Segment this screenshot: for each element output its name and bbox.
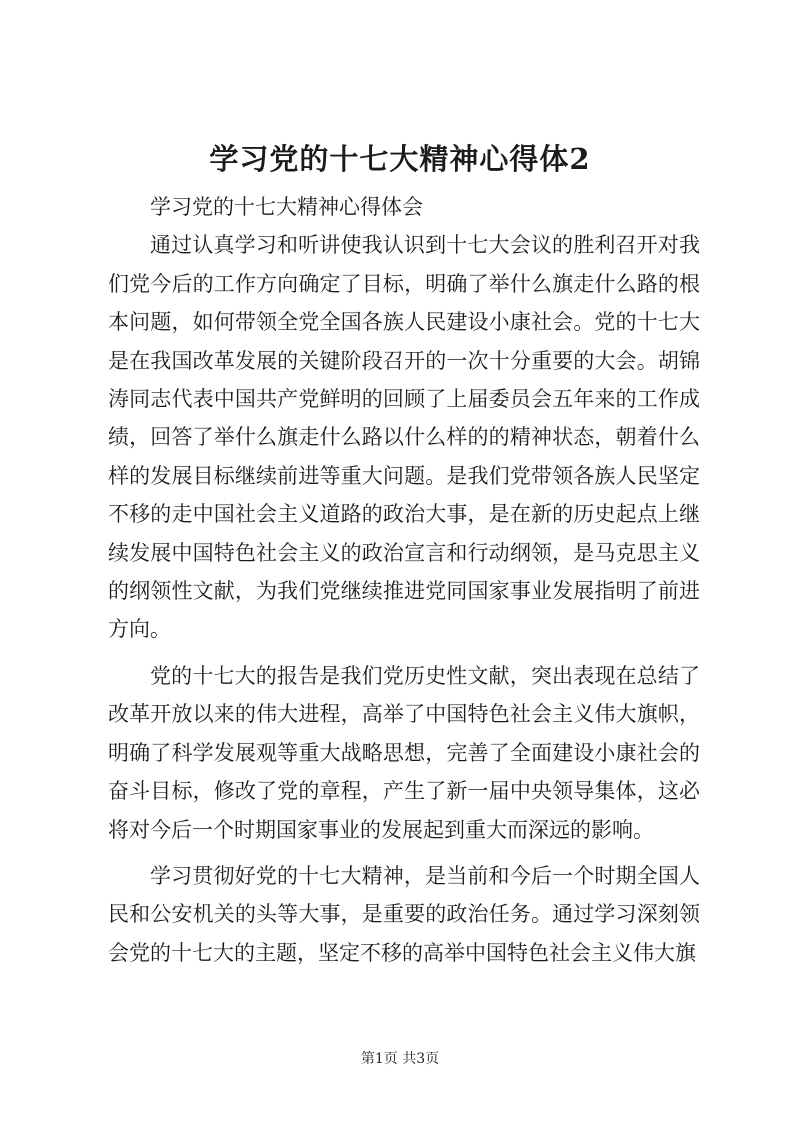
- document-subtitle: 学习党的十七大精神心得体会: [150, 195, 423, 219]
- document-title: 学习党的十七大精神心得体2: [209, 142, 591, 176]
- body-paragraph: 党的十七大的报告是我们党历史性文献，突出表现在总结了改革开放以来的伟大进程，高举了中国特色社会主义伟大旗帜，明确了科学发展观等重大战略思想，完善了全面建设小康社会的奋斗目标，修改了党的章程，产生了新一届中央领导集体，这必将对今后一个时期国家事业的发展起到重大而深远的影响。: [108, 663, 700, 842]
- document-body: [108, 188, 700, 972]
- body-paragraph: 通过认真学习和听讲使我认识到十七大会议的胜利召开对我们党今后的工作方向确定了目标，明确了举什么旗走什么路的根本问题，如何带领全党全国各族人民建设小康社会。党的十七大是在我国改革发展的关键阶段召开的一次十分重要的大会。胡锦涛同志代表中国共产党鲜明的回顾了上届委员会五年来的工作成绩，回答了举什么旗走什么路以什么样的的精神状态，朝着什么样的发展目标继续前进等重大问题。是我们党带领各族人民坚定不移的走中国社会主义道路的政治大事，是在新的历史起点上继续发展中国特色社会主义的政治宣言和行动纲领，是马克思主义的纲领性文献，为我们党继续推进党同国家事业发展指明了前进方向。: [108, 233, 700, 642]
- page-number-footer: 第1页 共3页: [360, 1051, 440, 1067]
- body-paragraph: 学习贯彻好党的十七大精神，是当前和今后一个时期全国人民和公安机关的头等大事，是重要的政治任务。通过学习深刻领会党的十七大的主题，坚定不移的高举中国特色社会主义伟大旗: [108, 863, 700, 965]
